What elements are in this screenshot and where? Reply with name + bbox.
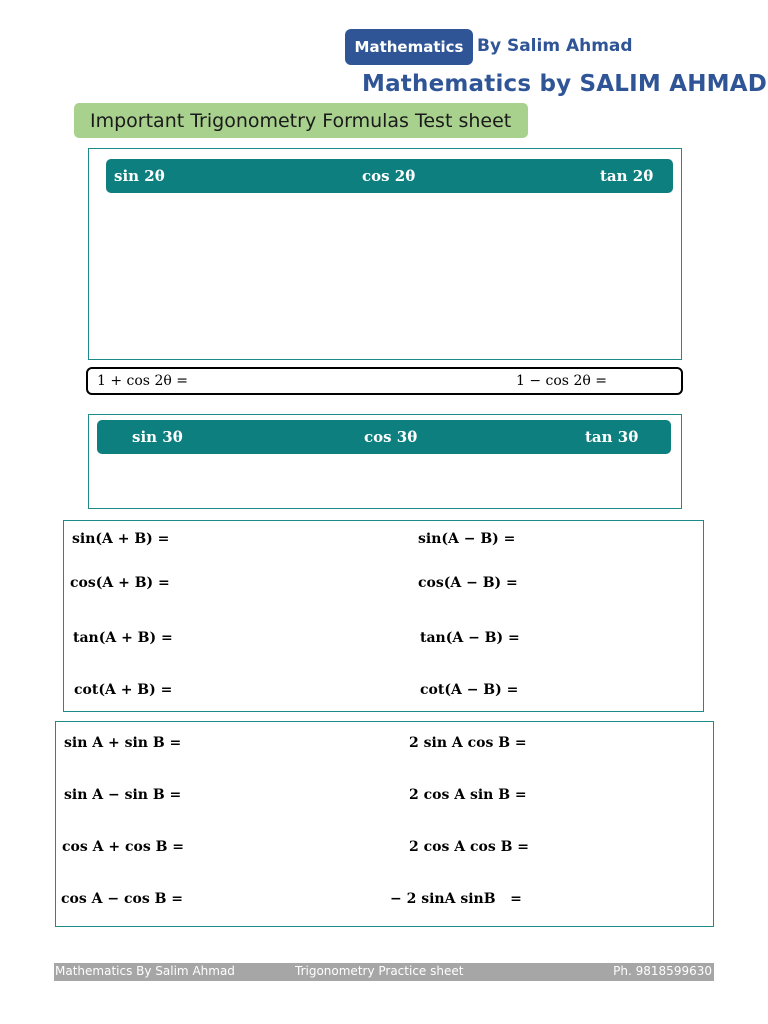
logo-badge: Mathematics bbox=[345, 29, 473, 65]
header-cos-2theta: cos 2θ bbox=[362, 167, 416, 185]
sin-a-minus-b: sin(A − B) = bbox=[418, 531, 516, 547]
two-cos-a-sin-b: 2 cos A sin B = bbox=[409, 787, 527, 803]
logo-byline: By Salim Ahmad bbox=[477, 36, 633, 56]
page-footer bbox=[54, 963, 714, 981]
header-cos-3theta: cos 3θ bbox=[364, 428, 418, 446]
sin-a-plus-b: sin(A + B) = bbox=[72, 531, 170, 547]
footer-sheet-name: Trigonometry Practice sheet bbox=[295, 964, 464, 978]
tan-a-minus-b: tan(A − B) = bbox=[420, 630, 520, 646]
cot-a-plus-b: cot(A + B) = bbox=[74, 682, 173, 698]
header-tan-3theta: tan 3θ bbox=[585, 428, 639, 446]
cot-a-minus-b: cot(A − B) = bbox=[420, 682, 519, 698]
sheet-title-text: Important Trigonometry Formulas Test sheet bbox=[90, 109, 512, 132]
one-plus-cos-2theta: 1 + cos 2θ = bbox=[97, 373, 188, 389]
two-cos-a-cos-b: 2 cos A cos B = bbox=[409, 839, 530, 855]
header-tan-2theta: tan 2θ bbox=[600, 167, 654, 185]
minus-two-sin-a-sin-b: − 2 sinA sinB = bbox=[390, 891, 522, 907]
triple-angle-header-bar bbox=[97, 420, 671, 454]
cos-a-minus-cos-b: cos A − cos B = bbox=[61, 891, 184, 907]
double-angle-header-bar bbox=[106, 159, 673, 193]
header-sin-3theta: sin 3θ bbox=[132, 428, 183, 446]
footer-phone: Ph. 9818599630 bbox=[613, 964, 712, 978]
two-sin-a-cos-b: 2 sin A cos B = bbox=[409, 735, 527, 751]
sin-a-minus-sin-b: sin A − sin B = bbox=[64, 787, 182, 803]
cos-a-plus-cos-b: cos A + cos B = bbox=[62, 839, 185, 855]
one-minus-cos-2theta: 1 − cos 2θ = bbox=[516, 373, 607, 389]
footer-author: Mathematics By Salim Ahmad bbox=[55, 964, 235, 978]
cos-a-plus-b: cos(A + B) = bbox=[70, 575, 170, 591]
sin-a-plus-sin-b: sin A + sin B = bbox=[64, 735, 182, 751]
header-sin-2theta: sin 2θ bbox=[114, 167, 165, 185]
sheet-title bbox=[74, 103, 528, 138]
cos-a-minus-b: cos(A − B) = bbox=[418, 575, 518, 591]
site-title: Mathematics by SALIM AHMAD bbox=[362, 71, 768, 97]
tan-a-plus-b: tan(A + B) = bbox=[73, 630, 173, 646]
